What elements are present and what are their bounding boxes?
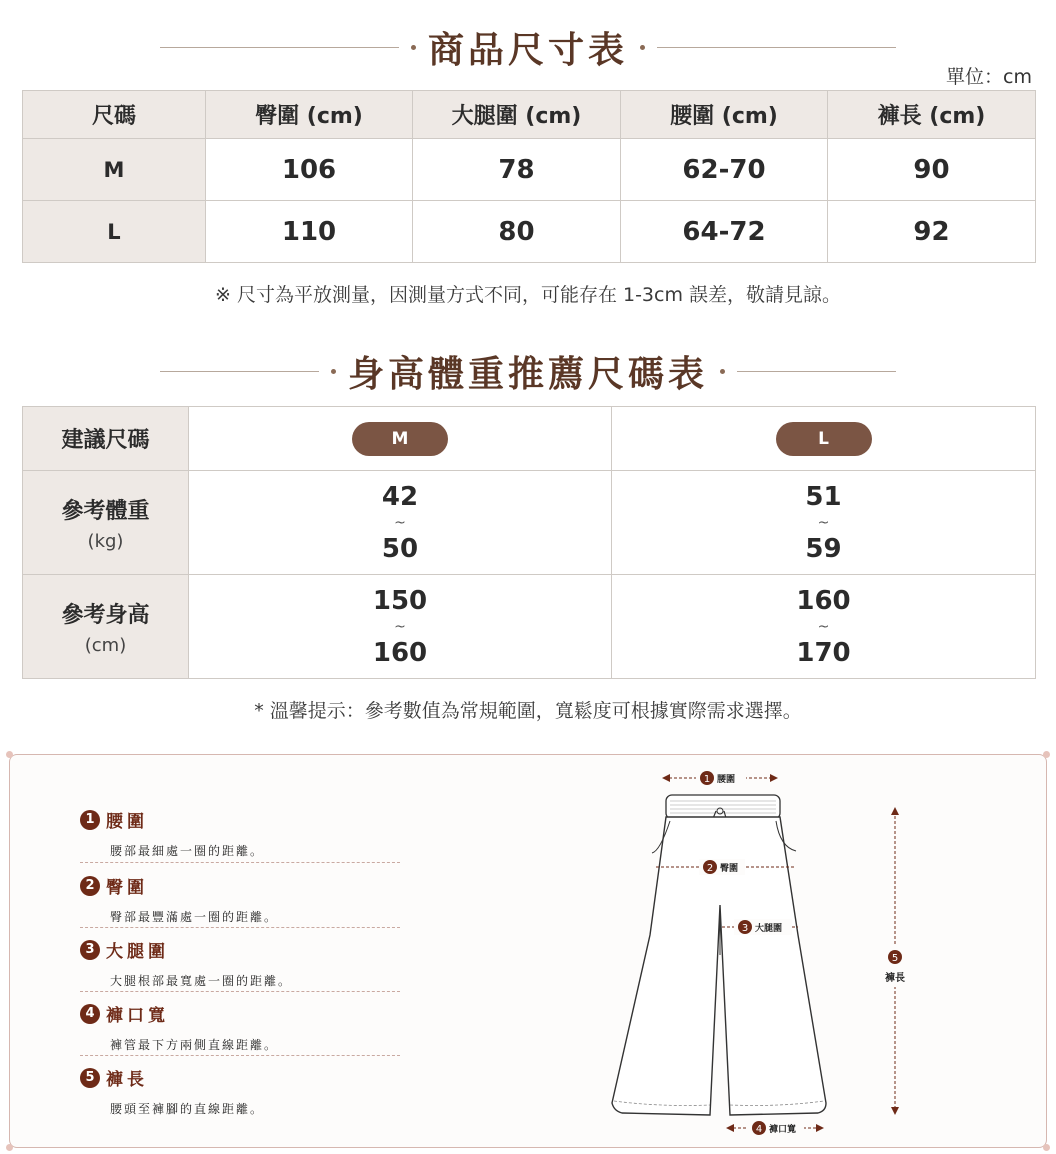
marker-label: 臀圍 bbox=[720, 864, 739, 874]
range-to: 50 bbox=[381, 533, 419, 564]
range-tilde: ~ bbox=[817, 514, 830, 531]
arrow-right-icon bbox=[770, 774, 778, 782]
legend-desc: 腰部最細處一圈的距離。 bbox=[110, 844, 265, 858]
height-row-label bbox=[23, 575, 189, 679]
waist-cell: 64-72 bbox=[621, 201, 828, 263]
recommend-title: 身高體重推薦尺碼表 bbox=[348, 352, 709, 395]
weight-unit: (kg) bbox=[87, 530, 124, 552]
unit-label: 單位：cm bbox=[946, 66, 1032, 88]
badge-number: 5 bbox=[891, 953, 899, 964]
size-chart-title-row bbox=[160, 22, 896, 72]
thigh-marker bbox=[734, 919, 792, 935]
size-row-label: 建議尺碼 bbox=[23, 407, 189, 471]
range-tilde: ~ bbox=[817, 618, 830, 635]
divider-dot bbox=[331, 369, 336, 374]
range-to: 170 bbox=[796, 637, 851, 668]
legend-desc: 褲管最下方兩側直線距離。 bbox=[110, 1038, 279, 1052]
size-cell: M bbox=[23, 139, 206, 201]
waist-marker bbox=[696, 770, 746, 786]
marker-label: 褲長 bbox=[885, 973, 905, 984]
length-marker bbox=[880, 945, 910, 987]
number-badge: 1 bbox=[80, 810, 100, 830]
thigh-cell: 80 bbox=[413, 201, 621, 263]
weight-range bbox=[189, 482, 611, 564]
divider-dot bbox=[411, 45, 416, 50]
size-chart-title: 商品尺寸表 bbox=[428, 28, 629, 71]
table-row bbox=[23, 407, 1036, 471]
number-badge: 2 bbox=[80, 876, 100, 896]
arrow-left-icon bbox=[726, 1124, 734, 1132]
table-row bbox=[23, 139, 1036, 201]
height-cell bbox=[612, 575, 1036, 679]
waist-cell: 62-70 bbox=[621, 139, 828, 201]
range-to: 59 bbox=[805, 533, 842, 564]
size-pill: L bbox=[776, 422, 872, 456]
weight-cell bbox=[612, 471, 1036, 575]
range-tilde: ~ bbox=[394, 618, 406, 635]
size-table-header-row bbox=[23, 91, 1036, 139]
height-cell bbox=[189, 575, 612, 679]
size-chart-note: ※ 尺寸為平放測量，因測量方式不同，可能存在 1-3cm 誤差，敬請見諒。 bbox=[214, 284, 842, 306]
length-cell: 90 bbox=[828, 139, 1036, 201]
header-waist: 腰圍 (cm) bbox=[621, 91, 828, 139]
number-badge: 4 bbox=[80, 1004, 100, 1024]
range-to: 160 bbox=[372, 637, 428, 668]
hip-cell: 110 bbox=[206, 201, 413, 263]
range-from: 42 bbox=[381, 481, 419, 512]
hip-marker bbox=[699, 859, 745, 875]
legend-title: 臀圍 bbox=[106, 878, 148, 898]
marker-label: 大腿圍 bbox=[755, 924, 783, 934]
divider-dot bbox=[640, 45, 645, 50]
recommend-table bbox=[22, 406, 1036, 679]
marker-label: 腰圍 bbox=[717, 775, 736, 785]
legend-title: 大腿圍 bbox=[106, 942, 169, 962]
hem-marker bbox=[748, 1120, 804, 1136]
range-tilde: ~ bbox=[394, 514, 406, 531]
size-table bbox=[22, 90, 1036, 263]
arrow-right-icon bbox=[816, 1124, 824, 1132]
weight-range bbox=[612, 482, 1035, 564]
table-row bbox=[23, 201, 1036, 263]
waistband bbox=[666, 795, 780, 819]
divider-dot bbox=[720, 369, 725, 374]
marker-label: 褲口寬 bbox=[769, 1125, 797, 1135]
number-badge: 5 bbox=[80, 1068, 100, 1088]
weight-row-label bbox=[23, 471, 189, 575]
legend-title: 腰圍 bbox=[106, 812, 148, 832]
height-label: 參考身高 bbox=[61, 602, 150, 628]
arrow-left-icon bbox=[662, 774, 670, 782]
range-from: 160 bbox=[796, 585, 851, 616]
header-size: 尺碼 bbox=[23, 91, 206, 139]
badge-number: 1 bbox=[703, 774, 711, 785]
height-range bbox=[612, 586, 1035, 668]
height-range bbox=[189, 586, 611, 668]
measure-guide-panel bbox=[9, 754, 1047, 1148]
recommend-title-row bbox=[160, 346, 896, 396]
table-row bbox=[23, 471, 1036, 575]
badge-number: 2 bbox=[706, 863, 714, 874]
header-hip: 臀圍 (cm) bbox=[206, 91, 413, 139]
header-thigh: 大腿圍 (cm) bbox=[413, 91, 621, 139]
divider-line bbox=[160, 371, 319, 372]
number-badge: 3 bbox=[80, 940, 100, 960]
divider-line bbox=[737, 371, 896, 372]
size-cell bbox=[612, 407, 1036, 471]
legend-desc: 臀部最豐滿處一圈的距離。 bbox=[110, 910, 279, 924]
size-cell: L bbox=[23, 201, 206, 263]
height-unit: (cm) bbox=[84, 634, 127, 656]
legend-desc: 腰頭至褲腳的直線距離。 bbox=[110, 1102, 265, 1116]
size-pill: M bbox=[352, 422, 448, 456]
divider-line bbox=[657, 47, 896, 48]
arrow-up-icon bbox=[891, 807, 899, 815]
recommend-note: * 溫馨提示：參考數值為常規範圍，寬鬆度可根據實際需求選擇。 bbox=[254, 700, 802, 722]
weight-cell bbox=[189, 471, 612, 575]
hip-cell: 106 bbox=[206, 139, 413, 201]
badge-number: 4 bbox=[755, 1124, 763, 1135]
legend-title: 褲長 bbox=[106, 1070, 148, 1090]
header-length: 褲長 (cm) bbox=[828, 91, 1036, 139]
table-row bbox=[23, 575, 1036, 679]
divider-line bbox=[160, 47, 399, 48]
range-from: 150 bbox=[372, 585, 428, 616]
length-cell: 92 bbox=[828, 201, 1036, 263]
weight-label: 參考體重 bbox=[61, 498, 150, 524]
pants-diagram bbox=[10, 755, 1048, 1149]
thigh-cell: 78 bbox=[413, 139, 621, 201]
badge-number: 3 bbox=[741, 923, 749, 934]
size-cell bbox=[189, 407, 612, 471]
legend-desc: 大腿根部最寬處一圈的距離。 bbox=[110, 974, 293, 988]
arrow-down-icon bbox=[891, 1107, 899, 1115]
legend-title: 褲口寬 bbox=[106, 1006, 169, 1026]
range-from: 51 bbox=[805, 481, 842, 512]
